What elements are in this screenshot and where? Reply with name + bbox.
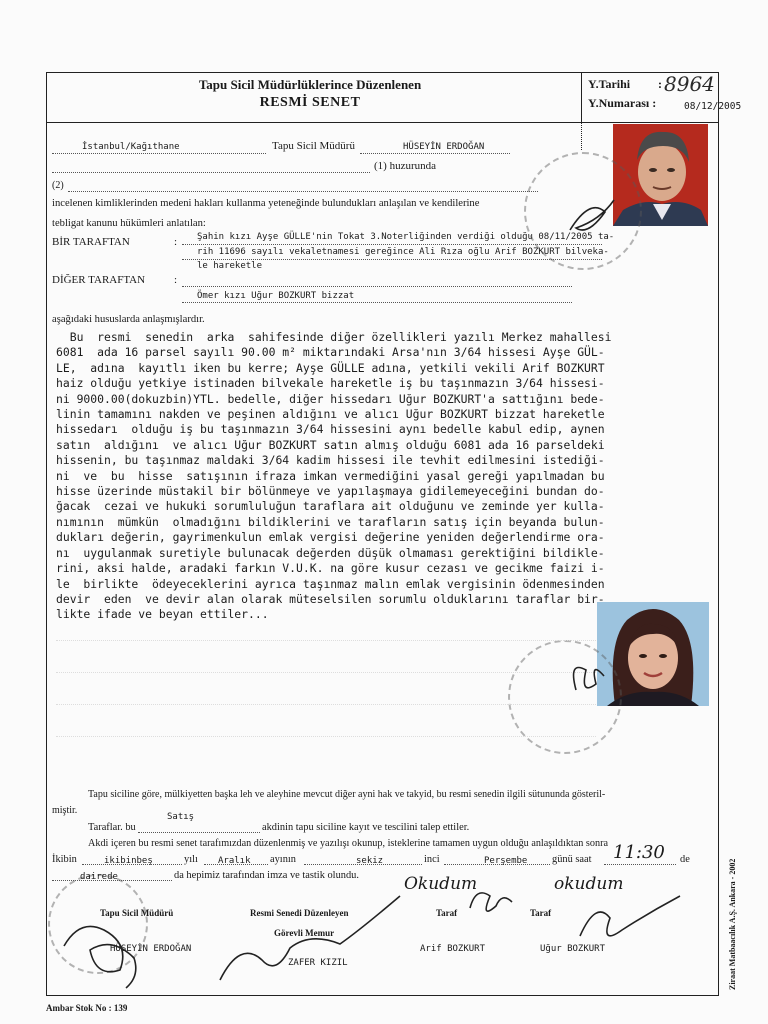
- day-label: inci: [424, 854, 440, 865]
- party1-sign-name: Arif BOZKURT: [420, 944, 486, 954]
- party2-read-note: okudum: [554, 874, 624, 894]
- notice-text: tebligat kanunu hükümleri anlatılan:: [52, 218, 206, 229]
- transaction-type: Satış: [167, 812, 195, 822]
- place-suffix: de: [680, 854, 690, 865]
- party2-sign-label: Taraf: [530, 908, 552, 918]
- deed-body-line: linin tamamını nakden ve peşinen aldığını ve alıcı Uğur BOZKURT bizzat hareketle: [56, 407, 605, 422]
- deed-body-line: devir eden ve devir alan olarak müteselsilen sorumlu olduklarını taraflar bir-: [56, 591, 605, 606]
- officer-name: HÜSEYİN ERDOĞAN: [403, 142, 485, 152]
- deed-body-line: dukları değerin, gayrimenkulun emlak vergisi değerine yeniden değerlendirme ora-: [56, 530, 605, 545]
- second-party-label: DİĞER TARAFTAN: [52, 274, 146, 286]
- second-party-line1: Ömer kızı Uğur BOZKURT bizzat: [197, 291, 355, 301]
- document-title: RESMİ SENET: [259, 95, 361, 110]
- header-line1: Tapu Sicil Müdürlüklerince Düzenlenen: [198, 77, 422, 92]
- preparer-sign-label: Resmi Senedi Düzenleyen: [250, 908, 349, 918]
- first-party-line1: Şahin kızı Ayşe GÜLLE'nin Tokat 3.Noterliğinden verdiği olduğu 08/11/2005 ta-: [197, 232, 615, 242]
- printer-note: Ziraat Matbaacılık A.Ş. Ankara - 2002: [728, 858, 737, 990]
- time-value: 11:30: [613, 842, 665, 863]
- registry-line2: miştir.: [52, 805, 78, 816]
- second-party-colon: :: [174, 274, 178, 286]
- year-prefix: İkibin: [52, 854, 77, 865]
- deed-body-line: ni 9000.00(dokuzbin)YTL. bedelle, diğer hissedarı Uğur BOZKURT'a sattığını bede-: [56, 391, 605, 406]
- deed-body-line: LE, adına kayıtlı iken bu kerre; Ayşe GÜLLE adına, yetkili vekili Arif BOZKURT: [56, 360, 605, 375]
- identity-text: incelenen kimliklerinden medeni hakları kullanma yeteneğinde bulundukları anlaşılan ve kendilerine: [52, 198, 480, 209]
- registry-line1: Tapu siciline göre, mülkiyetten başka leh ve aleyhine mevcut diğer ayni hak ve takyid, bu resmi senedin ilgili sütununda gösteril-: [88, 789, 606, 800]
- deed-body-line: likte ifade ve beyan ettiler...: [56, 607, 269, 622]
- day-value: sekiz: [356, 856, 384, 866]
- parties-suffix: akdinin tapu siciline kayıt ve tescilini talep ettiler.: [262, 822, 470, 833]
- place-value: dairede: [80, 872, 118, 882]
- party1-read-note: Okudum: [404, 874, 478, 894]
- deed-body-line: nı uygulanmak suretiyle bulunacak değerden düşük olmaması gerektiğini bildikle-: [56, 545, 605, 560]
- month-label: ayının: [270, 854, 296, 865]
- party2-sign-name: Uğur BOZKURT: [540, 944, 606, 954]
- year-label: yılı: [184, 854, 198, 865]
- deed-body-line: hissedarı olduğu iş bu taşınmazın 3/64 hissesini aynı bedelle kabul edip, aynen: [56, 422, 605, 437]
- deed-body-line: rini, aksi halde, aradaki farkın V.U.K. na göre kusur cezası ve gecikme faizi i-: [56, 561, 605, 576]
- sign-text: da hepimiz tarafından imza ve tastik olundu.: [174, 870, 359, 881]
- deed-body-line: haiz olduğu yetkiye istinaden bilvekale hareketle iş bu taşınmazın 3/64 hissesi-: [56, 376, 605, 391]
- preparer-sign-sub: Görevli Memur: [274, 928, 335, 938]
- year-value: ikibinbeş: [104, 856, 153, 866]
- line2-label: (2): [52, 180, 64, 191]
- weekday-label: günü saat: [552, 854, 592, 865]
- deed-body-line: nımının mümkün olmadığını bildiklerini ve tarafların satış için beyanda bulun-: [56, 514, 605, 529]
- first-party-colon: :: [174, 236, 178, 248]
- number-label: Y.Numarası :: [588, 96, 657, 110]
- date-label: Y.Tarihi: [588, 77, 631, 91]
- first-party-label: BİR TARAFTAN: [52, 236, 130, 248]
- deed-body-line: 6081 ada 16 parsel sayılı 90.00 m² miktarındaki Arsa'nın 3/64 hissesi Ayşe GÜL-: [56, 345, 605, 360]
- office-label: Tapu Sicil Müdürü: [272, 140, 355, 152]
- first-party-line2: rih 11696 sayılı vekaletnamesi gereğince Ali Rıza oğlu Arif BOZKURT bilveka-: [197, 247, 609, 257]
- weekday-value: Perşembe: [484, 856, 528, 866]
- deed-body-line: Bu resmi senedin arka sahifesinde diğer özellikleri yazılı Merkez mahallesi: [56, 330, 612, 344]
- month-value: Aralık: [218, 856, 251, 866]
- date-stamp: 08/12/2005: [684, 101, 742, 112]
- officer-sign-label: Tapu Sicil Müdürü: [100, 908, 174, 918]
- presence-label: (1) huzurunda: [374, 160, 437, 172]
- officer-sign-name: HÜSEYİN ERDOĞAN: [110, 944, 192, 954]
- deed-body-line: hissenin, bu taşınmaz maldaki 3/64 kadim hissesi ile tevhit edilmesini istediği-: [56, 453, 605, 468]
- deed-body-line: ğacak cezai ve hukuki sorumluluğun taraflara ait olduğunu ve zeminde yer kulla-: [56, 499, 605, 514]
- deed-body-line: le birlikte ödeyeceklerini ayrıca taşınmaz malın emlak vergisinin ödenmesinden: [56, 576, 605, 591]
- date-colon: :: [658, 77, 662, 91]
- preparer-sign-name: ZAFER KIZIL: [288, 958, 348, 968]
- parties-prefix: Taraflar. bu: [88, 822, 136, 833]
- deed-body-line: hisse üzerinde müstakil bir bölünmeye ve yapılaşmaya gidilemeyeceğini bundan do-: [56, 484, 605, 499]
- location: İstanbul/Kağıthane: [82, 142, 180, 152]
- party1-sign-label: Taraf: [436, 908, 458, 918]
- read-text: Akdi içeren bu resmi senet tarafımızdan düzenlenmiş ve yazılışı okunup, isteklerine tamamen uygun olduğu anlaşıldıktan sonra: [88, 838, 608, 849]
- agreed-text: aşağıdaki hususlarda anlaşmışlardır.: [52, 314, 205, 325]
- handwritten-number: 8964: [664, 72, 715, 96]
- first-party-line3: le hareketle: [197, 261, 263, 271]
- stock-number: Ambar Stok No : 139: [46, 1003, 128, 1013]
- deed-body-line: satın aldığını ve alıcı Uğur BOZKURT satın almış olduğu 6081 ada 16 parseldeki: [56, 437, 605, 452]
- deed-body-line: ni ve bu hisse satışının ifraza imkan vermediğini yasal gereği yapılmadan bu: [56, 468, 605, 483]
